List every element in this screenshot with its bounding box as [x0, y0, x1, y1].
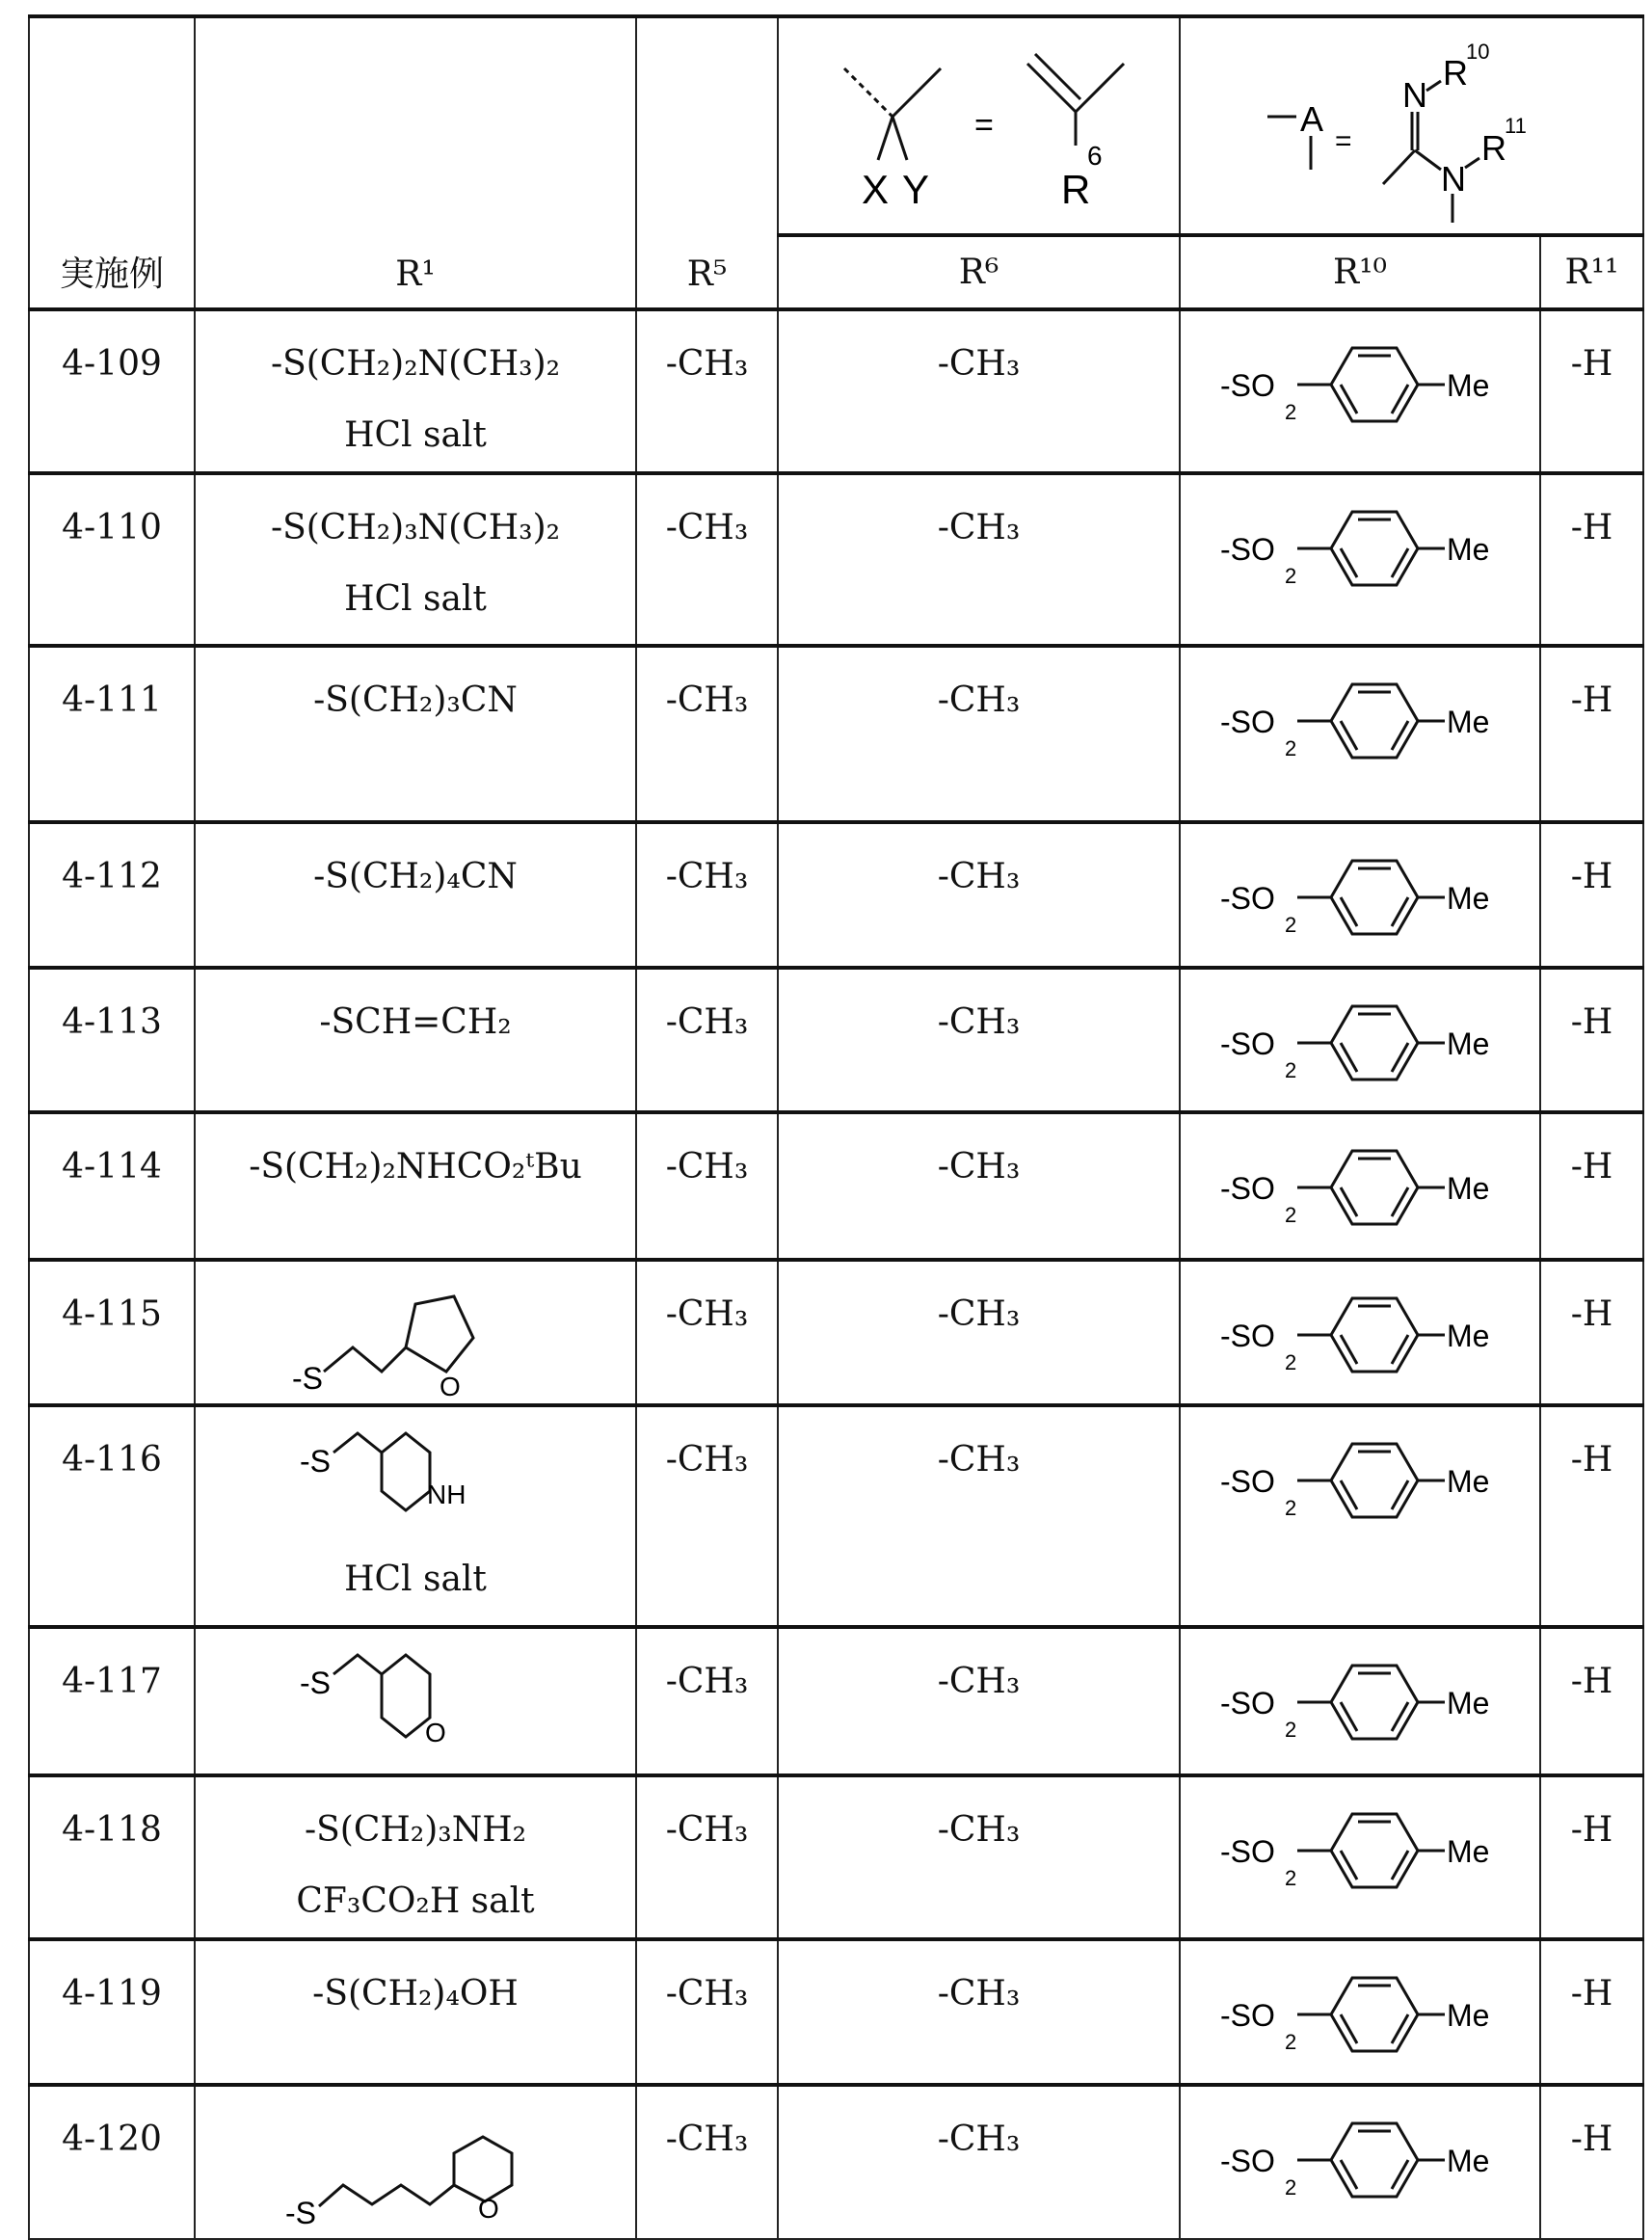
r1-formula-line: -S(CH₂)₄CN	[196, 841, 635, 913]
r11-cell	[1540, 1260, 1643, 1405]
example-id: 4-109	[30, 329, 194, 400]
r10-cell	[1180, 309, 1540, 473]
svg-text:Me: Me	[1447, 1834, 1489, 1869]
r5-value: -CH₃	[637, 1279, 777, 1350]
r1-formula-line: -S(CH₂)₄OH	[196, 1959, 635, 2030]
r6-cell	[778, 1260, 1180, 1405]
table-row	[29, 1112, 1643, 1260]
svg-text:2: 2	[1285, 736, 1296, 760]
r1-cell	[195, 646, 636, 822]
header-r10	[1180, 235, 1540, 309]
r6-cell	[778, 822, 1180, 968]
svg-text:-S: -S	[300, 1666, 331, 1700]
piperidinylmethyl-structure	[280, 1419, 550, 1544]
r6-value: -CH₃	[779, 841, 1179, 913]
svg-text:R: R	[1481, 128, 1506, 168]
r6-cell	[778, 1627, 1180, 1775]
r5-cell	[636, 1112, 778, 1260]
r6-value: -CH₃	[779, 2104, 1179, 2175]
r11-value: -H	[1541, 1132, 1642, 1203]
r1-formula-line: -S(CH₂)₃NH₂	[196, 1795, 635, 1866]
svg-text:2: 2	[1285, 564, 1296, 588]
header-example	[29, 16, 195, 309]
svg-text:-SO: -SO	[1220, 1686, 1275, 1720]
example-id: 4-120	[30, 2104, 194, 2175]
svg-text:-SO: -SO	[1220, 705, 1275, 739]
example-id: 4-111	[30, 665, 194, 736]
svg-text:-SO: -SO	[1220, 1319, 1275, 1353]
r5-cell	[636, 968, 778, 1112]
r6-value: -CH₃	[779, 1425, 1179, 1496]
r11-value: -H	[1541, 841, 1642, 913]
svg-text:Me: Me	[1447, 1464, 1489, 1499]
r11-value: -H	[1541, 1646, 1642, 1718]
r6-value: -CH₃	[779, 665, 1179, 736]
example-id-cell	[29, 1405, 195, 1627]
r5-value: -CH₃	[637, 2104, 777, 2175]
tosyl-structure	[1215, 1964, 1505, 2070]
r10-cell	[1180, 1260, 1540, 1405]
svg-text:2: 2	[1285, 2030, 1296, 2054]
r5-cell	[636, 473, 778, 646]
r11-cell	[1540, 1775, 1643, 1939]
svg-text:-SO: -SO	[1220, 1171, 1275, 1206]
r5-value: -CH₃	[637, 987, 777, 1058]
svg-text:-SO: -SO	[1220, 881, 1275, 916]
svg-text:-S: -S	[300, 1444, 331, 1479]
r5-value: -CH₃	[637, 1646, 777, 1718]
svg-text:Me: Me	[1447, 1998, 1489, 2033]
r1-cell	[195, 1775, 636, 1939]
header-r5	[636, 16, 778, 309]
r6-cell	[778, 2085, 1180, 2239]
r11-value: -H	[1541, 493, 1642, 564]
example-id: 4-115	[30, 1279, 194, 1350]
table-row	[29, 1260, 1643, 1405]
r1-formula-line: -S(CH₂)₃N(CH₃)₂	[196, 493, 635, 564]
svg-text:-SO: -SO	[1220, 1464, 1275, 1499]
r5-value: -CH₃	[637, 329, 777, 400]
example-id-cell	[29, 646, 195, 822]
r10-cell	[1180, 1405, 1540, 1627]
xy-structure-drawing	[806, 30, 1153, 223]
r1-cell	[195, 1939, 636, 2085]
r1-formula-line: -S(CH₂)₂NHCO₂ᵗBu	[196, 1132, 635, 1203]
example-id-cell	[29, 1627, 195, 1775]
r5-value: -CH₃	[637, 1425, 777, 1496]
r5-value: -CH₃	[637, 1132, 777, 1203]
r11-cell	[1540, 822, 1643, 968]
example-id: 4-119	[30, 1959, 194, 2030]
r1-salt-note: HCl salt	[196, 1560, 635, 1599]
header-r1-label: R¹	[395, 254, 436, 294]
table-row	[29, 646, 1643, 822]
r6-cell	[778, 473, 1180, 646]
r6-value: -CH₃	[779, 1279, 1179, 1350]
r10-cell	[1180, 968, 1540, 1112]
tosyl-structure	[1215, 671, 1505, 777]
table-row	[29, 822, 1643, 968]
svg-text:-S: -S	[292, 1361, 323, 1396]
svg-text:N: N	[1441, 159, 1466, 199]
svg-text:Me: Me	[1447, 1686, 1489, 1720]
example-id-cell	[29, 309, 195, 473]
r1-cell	[195, 1627, 636, 1775]
header-r11-label: R¹¹	[1565, 253, 1619, 292]
svg-text:2: 2	[1285, 1496, 1296, 1520]
tosyl-structure	[1215, 1137, 1505, 1243]
tosyl-structure	[1215, 334, 1505, 440]
r11-value: -H	[1541, 665, 1642, 736]
r5-cell	[636, 822, 778, 968]
svg-text:-SO: -SO	[1220, 1834, 1275, 1869]
svg-text:A: A	[1300, 99, 1323, 139]
svg-text:-SO: -SO	[1220, 2144, 1275, 2178]
example-id-cell	[29, 822, 195, 968]
r6-cell	[778, 309, 1180, 473]
svg-text:Me: Me	[1447, 1319, 1489, 1353]
example-id-cell	[29, 968, 195, 1112]
svg-text:2: 2	[1285, 1350, 1296, 1374]
header-amidine-structure	[1180, 16, 1643, 235]
r5-cell	[636, 309, 778, 473]
r10-cell	[1180, 1627, 1540, 1775]
r6-value: -CH₃	[779, 987, 1179, 1058]
r6-cell	[778, 968, 1180, 1112]
svg-text:=: =	[974, 107, 994, 144]
svg-text:X: X	[862, 167, 889, 212]
tosyl-structure	[1215, 1430, 1505, 1536]
header-r1	[195, 16, 636, 309]
r11-cell	[1540, 1939, 1643, 2085]
r6-cell	[778, 1405, 1180, 1627]
r11-cell	[1540, 309, 1643, 473]
r6-value: -CH₃	[779, 1795, 1179, 1866]
example-id: 4-117	[30, 1646, 194, 1718]
r6-cell	[778, 646, 1180, 822]
table-row	[29, 1775, 1643, 1939]
svg-text:-SO: -SO	[1220, 1027, 1275, 1061]
r11-cell	[1540, 1405, 1643, 1627]
r1-cell	[195, 473, 636, 646]
svg-text:R: R	[1061, 167, 1090, 212]
example-id: 4-113	[30, 987, 194, 1058]
svg-text:-SO: -SO	[1220, 368, 1275, 403]
r11-value: -H	[1541, 2104, 1642, 2175]
r1-cell	[195, 309, 636, 473]
r1-cell	[195, 1112, 636, 1260]
r1-formula-line: HCl salt	[196, 400, 635, 471]
r11-cell	[1540, 646, 1643, 822]
r10-cell	[1180, 2085, 1540, 2239]
example-id-cell	[29, 2085, 195, 2239]
example-id-cell	[29, 1939, 195, 2085]
svg-text:2: 2	[1285, 400, 1296, 424]
example-id: 4-110	[30, 493, 194, 564]
svg-text:Me: Me	[1447, 2144, 1489, 2178]
table-row	[29, 1939, 1643, 2085]
header-example-label: 実施例	[60, 254, 164, 294]
example-id: 4-118	[30, 1795, 194, 1866]
r1-cell	[195, 968, 636, 1112]
r11-cell	[1540, 1627, 1643, 1775]
svg-text:-SO: -SO	[1220, 532, 1275, 567]
svg-text:6: 6	[1087, 141, 1103, 171]
table-row	[29, 2085, 1643, 2239]
example-id-cell	[29, 473, 195, 646]
svg-text:O: O	[440, 1372, 461, 1400]
svg-text:2: 2	[1285, 1203, 1296, 1227]
tosyl-structure	[1215, 993, 1505, 1099]
svg-text:2: 2	[1285, 913, 1296, 937]
r6-cell	[778, 1775, 1180, 1939]
svg-text:Me: Me	[1447, 368, 1489, 403]
r11-cell	[1540, 2085, 1643, 2239]
r11-value: -H	[1541, 987, 1642, 1058]
r5-cell	[636, 1627, 778, 1775]
r11-value: -H	[1541, 1959, 1642, 2030]
r6-value: -CH₃	[779, 1959, 1179, 2030]
svg-text:10: 10	[1466, 40, 1489, 64]
r1-cell	[195, 1405, 636, 1627]
svg-text:2: 2	[1285, 1718, 1296, 1742]
svg-text:Me: Me	[1447, 705, 1489, 739]
header-r6-label: R⁶	[959, 253, 999, 292]
header-r5-label: R⁵	[687, 254, 728, 294]
r10-cell	[1180, 1775, 1540, 1939]
tosyl-structure	[1215, 498, 1505, 604]
oxanylmethyl-structure	[280, 1640, 550, 1766]
table-row	[29, 473, 1643, 646]
svg-text:Y: Y	[902, 167, 929, 212]
r11-cell	[1540, 968, 1643, 1112]
svg-text:11: 11	[1505, 114, 1527, 138]
svg-text:O: O	[478, 2194, 499, 2224]
header-r10-label: R¹⁰	[1333, 253, 1387, 292]
tosyl-structure	[1215, 1285, 1505, 1391]
svg-text:-SO: -SO	[1220, 1998, 1275, 2033]
r5-value: -CH₃	[637, 665, 777, 736]
amidine-structure-drawing	[1229, 25, 1595, 227]
r1-cell	[195, 1260, 636, 1405]
r5-value: -CH₃	[637, 1795, 777, 1866]
tosyl-structure	[1215, 2110, 1505, 2216]
table-row	[29, 309, 1643, 473]
r5-cell	[636, 646, 778, 822]
r5-value: -CH₃	[637, 841, 777, 913]
r5-cell	[636, 1405, 778, 1627]
r6-value: -CH₃	[779, 1646, 1179, 1718]
r5-cell	[636, 1775, 778, 1939]
table-row	[29, 1627, 1643, 1775]
svg-text:=: =	[1335, 125, 1352, 157]
svg-text:R: R	[1443, 53, 1468, 93]
tosyl-structure	[1215, 847, 1505, 953]
svg-text:NH: NH	[427, 1480, 466, 1509]
svg-text:-S: -S	[285, 2196, 316, 2226]
r10-cell	[1180, 822, 1540, 968]
r5-value: -CH₃	[637, 1959, 777, 2030]
r1-formula-line: -S(CH₂)₂N(CH₃)₂	[196, 329, 635, 400]
svg-text:Me: Me	[1447, 1027, 1489, 1061]
table-row	[29, 1405, 1643, 1627]
header-r11	[1540, 235, 1643, 309]
r6-value: -CH₃	[779, 1132, 1179, 1203]
r11-cell	[1540, 1112, 1643, 1260]
example-id-cell	[29, 1260, 195, 1405]
r1-formula-line: CF₃CO₂H salt	[196, 1866, 635, 1937]
tosyl-structure	[1215, 1800, 1505, 1907]
table-row	[29, 968, 1643, 1112]
compound-table	[28, 14, 1644, 2240]
example-id-cell	[29, 1112, 195, 1260]
example-id: 4-112	[30, 841, 194, 913]
r1-cell	[195, 2085, 636, 2239]
example-id: 4-116	[30, 1425, 194, 1496]
r5-cell	[636, 1260, 778, 1405]
r10-cell	[1180, 1939, 1540, 2085]
r11-cell	[1540, 473, 1643, 646]
r6-value: -CH₃	[779, 329, 1179, 400]
r10-cell	[1180, 1112, 1540, 1260]
svg-text:2: 2	[1285, 1058, 1296, 1082]
r1-cell	[195, 822, 636, 968]
example-id-cell	[29, 1775, 195, 1939]
r11-value: -H	[1541, 1795, 1642, 1866]
svg-text:2: 2	[1285, 1866, 1296, 1890]
r10-cell	[1180, 473, 1540, 646]
r6-cell	[778, 1112, 1180, 1260]
svg-text:O: O	[425, 1718, 446, 1747]
r5-cell	[636, 1939, 778, 2085]
example-id: 4-114	[30, 1132, 194, 1203]
r5-cell	[636, 2085, 778, 2239]
svg-text:N: N	[1402, 75, 1427, 115]
header-xy-structure	[778, 16, 1180, 235]
r6-cell	[778, 1939, 1180, 2085]
r10-cell	[1180, 646, 1540, 822]
tosyl-structure	[1215, 1652, 1505, 1758]
r1-formula-line: HCl salt	[196, 564, 635, 635]
r6-value: -CH₃	[779, 493, 1179, 564]
svg-text:Me: Me	[1447, 532, 1489, 567]
r11-value: -H	[1541, 1279, 1642, 1350]
r11-value: -H	[1541, 329, 1642, 400]
svg-text:Me: Me	[1447, 881, 1489, 916]
r1-formula-line: -SCH=CH₂	[196, 987, 635, 1058]
svg-text:2: 2	[1285, 2175, 1296, 2200]
svg-text:Me: Me	[1447, 1171, 1489, 1206]
r5-value: -CH₃	[637, 493, 777, 564]
header-r6	[778, 235, 1180, 309]
r1-formula-line: -S(CH₂)₃CN	[196, 665, 635, 736]
r11-value: -H	[1541, 1425, 1642, 1496]
thf-ethyl-structure	[280, 1275, 550, 1400]
